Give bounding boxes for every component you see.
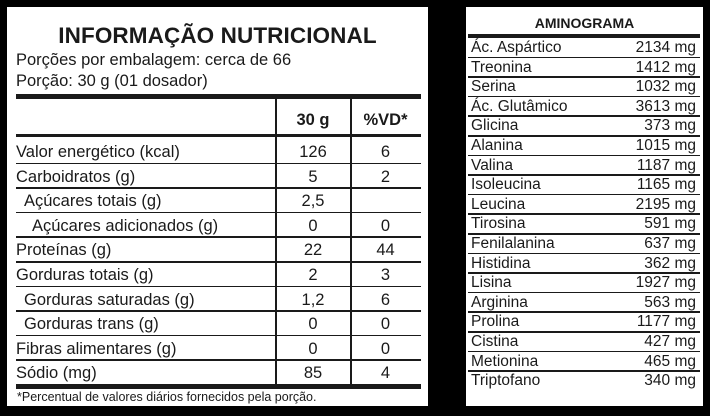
nutrient-label: Carboidratos (g) bbox=[16, 167, 136, 186]
serving-size: Porção: 30 g (01 dosador) bbox=[16, 72, 208, 90]
nutrient-amount: 0 bbox=[308, 216, 318, 235]
amino-acid-name: Leucina bbox=[471, 195, 526, 213]
amino-acid-name: Alanina bbox=[471, 137, 523, 154]
nutrient-amount: 0 bbox=[308, 315, 318, 334]
row-divider bbox=[16, 212, 421, 214]
amino-acid-value: 563 mg bbox=[644, 293, 696, 311]
nutrient-amount: 1,2 bbox=[301, 290, 325, 309]
nutrient-daily-value: 6 bbox=[380, 290, 391, 309]
nutrient-daily-value: 44 bbox=[376, 241, 395, 260]
amino-acid-name: Glicina bbox=[471, 117, 519, 135]
amino-acid-value: 1412 mg bbox=[635, 58, 696, 76]
amino-acid-name: Cistina bbox=[471, 333, 519, 350]
nutrient-label: Valor energético (kcal) bbox=[16, 143, 180, 161]
nutrient-daily-value: 0 bbox=[380, 339, 391, 358]
amino-acid-name: Fenilalanina bbox=[471, 235, 555, 252]
amino-acid-name: Triptofano bbox=[471, 372, 541, 390]
amino-acid-name: Tirosina bbox=[471, 215, 526, 233]
column-header-amount: 30 g bbox=[296, 111, 330, 129]
nutrient-label: Açúcares adicionados (g) bbox=[32, 216, 219, 235]
nutrient-label: Fibras alimentares (g) bbox=[16, 339, 177, 358]
nutrient-label: Açúcares totais (g) bbox=[24, 192, 162, 211]
nutrient-daily-value: 0 bbox=[380, 216, 391, 235]
row-divider bbox=[16, 187, 421, 189]
row-divider bbox=[16, 359, 421, 361]
nutrient-daily-value: 3 bbox=[380, 266, 391, 284]
amino-acid-value: 362 mg bbox=[644, 254, 696, 272]
nutrient-amount: 0 bbox=[308, 339, 318, 358]
amino-acid-value: 1187 mg bbox=[636, 156, 696, 174]
amino-acid-value: 1927 mg bbox=[635, 274, 696, 292]
aminogram-divider bbox=[468, 34, 700, 38]
amino-acid-value: 2195 mg bbox=[635, 195, 696, 213]
nutrient-daily-value: 2 bbox=[380, 167, 391, 186]
amino-acid-name: Histidina bbox=[471, 254, 531, 272]
aminogram-panel bbox=[466, 7, 703, 406]
amino-acid-name: Serina bbox=[471, 78, 516, 96]
nutrient-label: Sódio (mg) bbox=[16, 364, 97, 383]
nutrient-label: Gorduras trans (g) bbox=[24, 315, 159, 334]
column-header-dv: %VD* bbox=[363, 111, 408, 129]
nutrient-daily-value: 4 bbox=[380, 364, 391, 383]
nutrient-label: Gorduras saturadas (g) bbox=[24, 290, 195, 309]
amino-acid-name: Ác. Glutâmico bbox=[471, 97, 568, 115]
nutrient-amount: 2 bbox=[308, 266, 318, 284]
row-divider bbox=[16, 310, 421, 312]
amino-acid-name: Prolina bbox=[471, 313, 520, 331]
nutrient-daily-value: 0 bbox=[380, 315, 391, 334]
nutrient-daily-value: 6 bbox=[380, 143, 391, 161]
nutrient-amount: 85 bbox=[303, 364, 323, 383]
amino-acid-name: Lisina bbox=[471, 274, 512, 292]
row-divider bbox=[16, 286, 421, 288]
nutrient-amount: 126 bbox=[299, 143, 327, 161]
row-divider bbox=[16, 335, 421, 337]
nutrient-label: Proteínas (g) bbox=[16, 241, 112, 260]
nutrition-facts-panel bbox=[7, 7, 428, 406]
amino-acid-name: Isoleucina bbox=[471, 176, 541, 194]
amino-acid-name: Treonina bbox=[471, 58, 532, 76]
nutrient-label: Gorduras totais (g) bbox=[16, 266, 154, 284]
row-divider bbox=[16, 261, 421, 263]
amino-acid-value: 1032 mg bbox=[635, 78, 696, 96]
nutrient-amount: 5 bbox=[308, 167, 318, 186]
row-divider bbox=[16, 236, 421, 238]
amino-acid-value: 1177 mg bbox=[636, 313, 696, 331]
aminogram-title: AMINOGRAMA bbox=[534, 15, 635, 31]
amino-acid-value: 373 mg bbox=[644, 117, 696, 135]
amino-acid-value: 427 mg bbox=[644, 333, 696, 350]
footnote: *Percentual de valores diários fornecidos pela porção. bbox=[17, 390, 317, 404]
amino-acid-value: 1165 mg bbox=[636, 176, 696, 194]
amino-acid-name: Arginina bbox=[471, 293, 528, 311]
amino-acid-name: Valina bbox=[471, 156, 513, 174]
row-divider bbox=[16, 163, 421, 165]
nutrient-amount: 22 bbox=[303, 241, 323, 260]
header-divider bbox=[16, 94, 421, 99]
amino-acid-name: Metionina bbox=[471, 352, 539, 370]
nutrient-amount: 2,5 bbox=[301, 192, 325, 211]
amino-acid-value: 2134 mg bbox=[635, 39, 696, 56]
amino-acid-value: 3613 mg bbox=[635, 97, 696, 115]
amino-acid-value: 637 mg bbox=[644, 235, 696, 252]
amino-acid-value: 465 mg bbox=[644, 352, 696, 370]
row-divider bbox=[16, 384, 421, 389]
amino-acid-value: 1015 mg bbox=[635, 137, 696, 154]
amino-acid-value: 591 mg bbox=[644, 215, 696, 233]
amino-acid-value: 340 mg bbox=[644, 372, 696, 390]
servings-per-package: Porções por embalagem: cerca de 66 bbox=[16, 51, 292, 69]
amino-acid-name: Ác. Aspártico bbox=[471, 39, 562, 56]
nutrition-title: INFORMAÇÃO NUTRICIONAL bbox=[58, 23, 377, 48]
column-header-divider bbox=[16, 134, 421, 137]
